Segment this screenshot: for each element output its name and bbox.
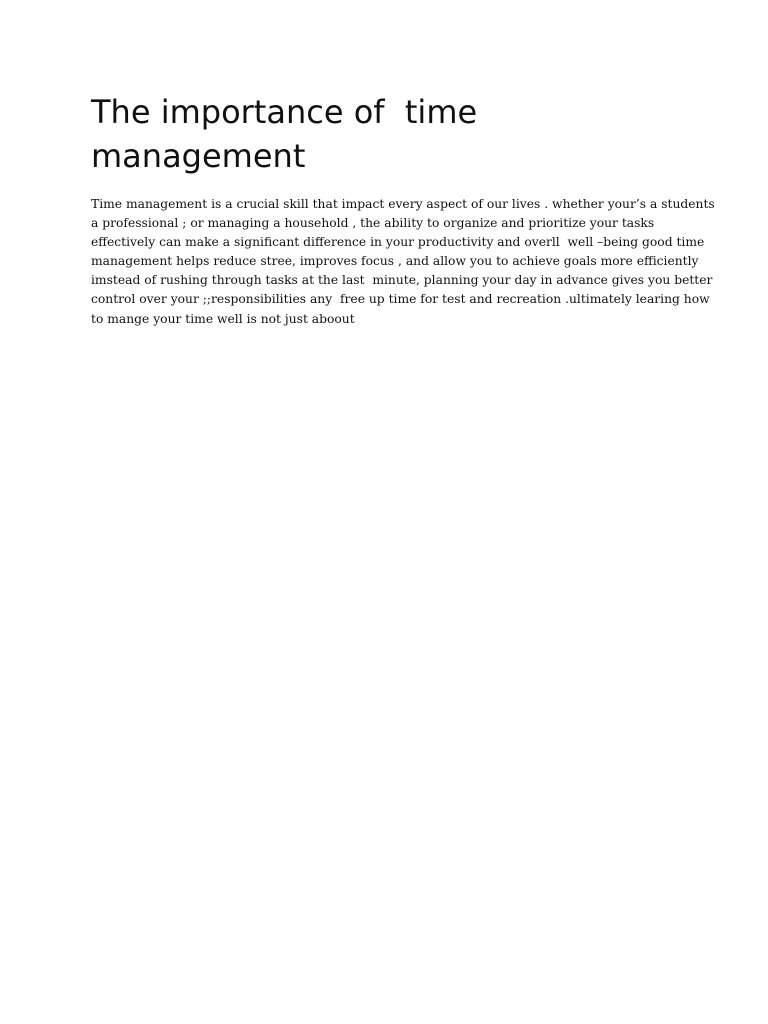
body-line: a professional ; or managing a household , the ability to organize and prioritize your tasks <box>91 216 655 231</box>
body-paragraph <box>91 195 715 329</box>
body-line: Time management is a crucial skill that impact every aspect of our lives . whether your’s a students <box>91 197 715 211</box>
body-line: imstead of rushing through tasks at the last minute, planning your day in advance gives you better <box>91 273 713 288</box>
body-line: to mange your time well is not just aboout <box>91 311 355 326</box>
body-line: control over your ;;responsibilities any free up time for test and recreation .ultimately learing how <box>91 292 710 307</box>
body-line: effectively can make a significant difference in your productivity and overll well –being good time <box>91 235 705 250</box>
title-line-1: The importance of time <box>91 93 478 131</box>
body-line: management helps reduce stree, improves focus , and allow you to achieve goals more efficiently <box>91 254 699 269</box>
title-line-2: management <box>91 137 306 175</box>
document-title <box>91 90 691 178</box>
